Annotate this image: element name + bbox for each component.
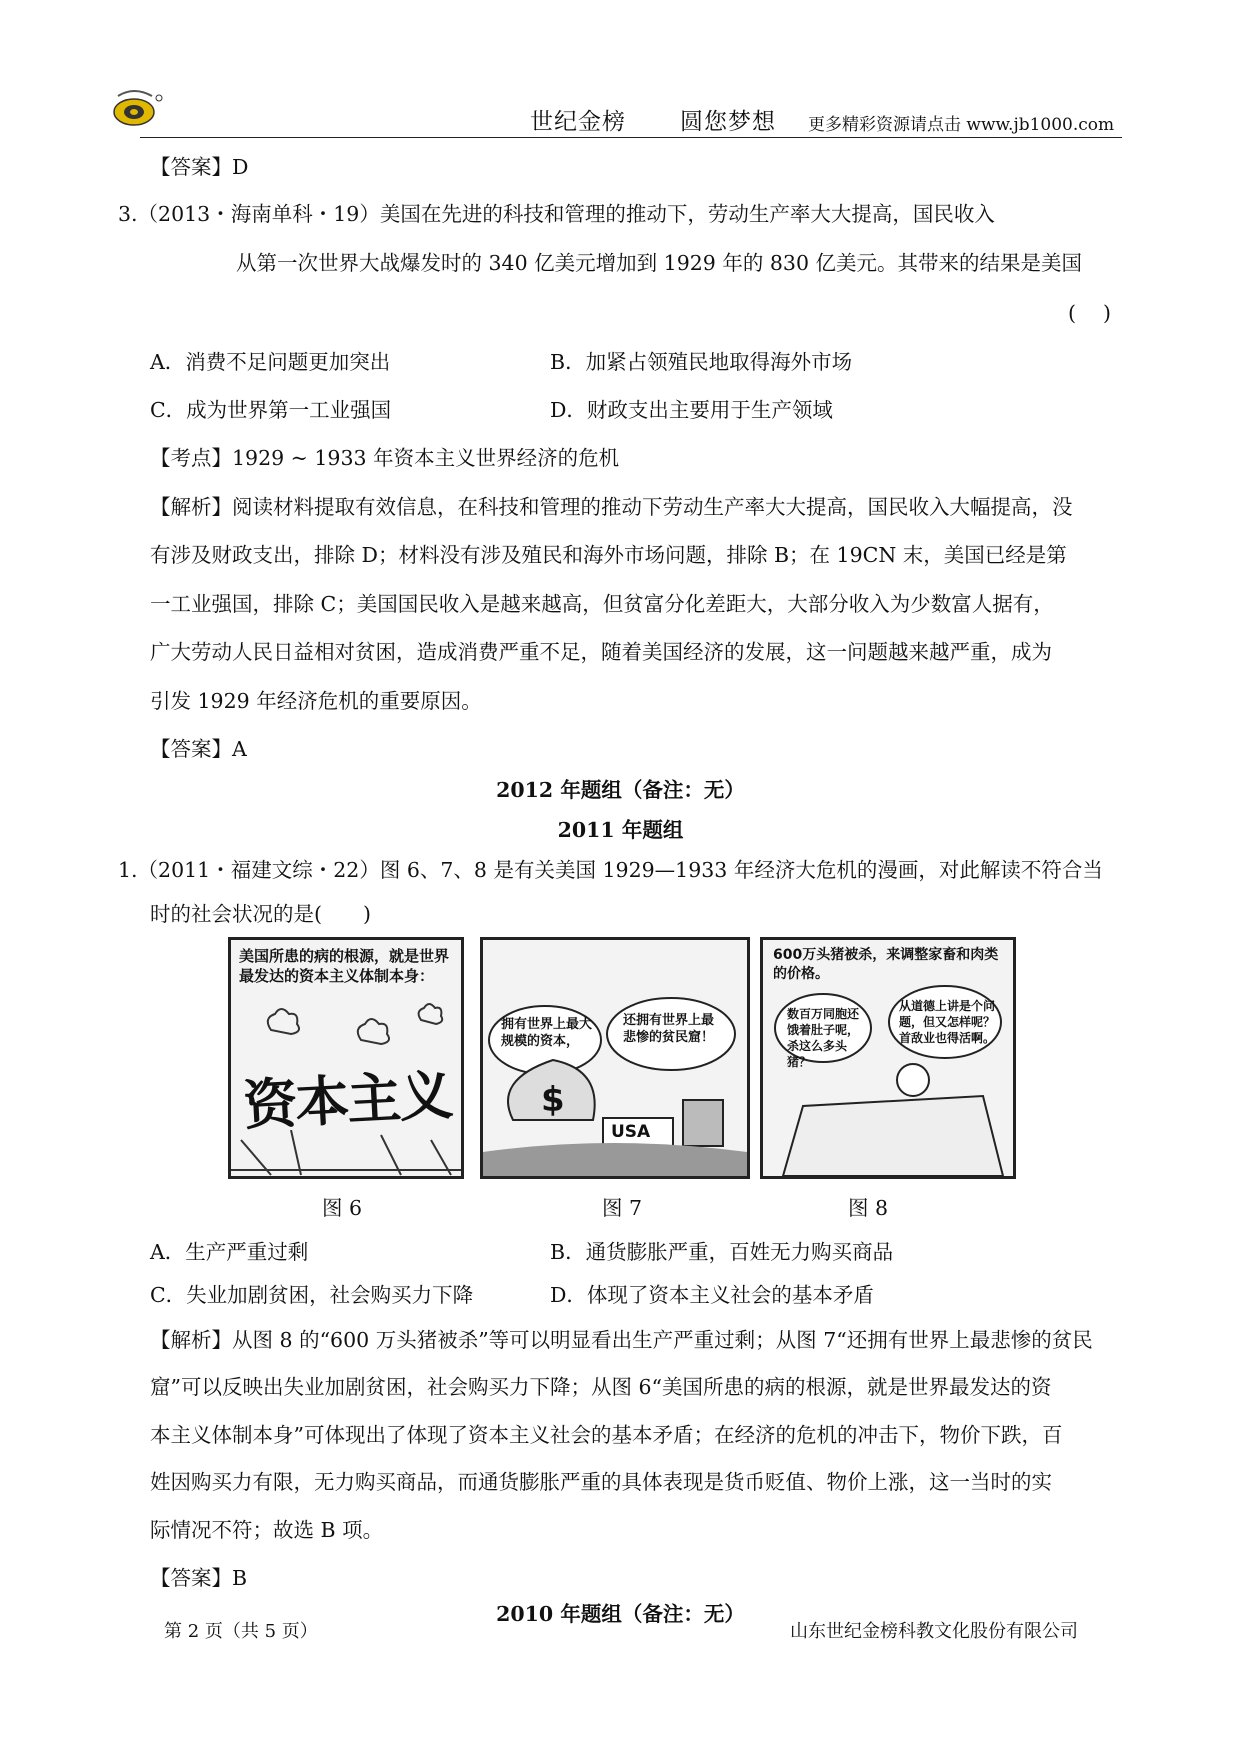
q3-analysis-line4: 广大劳动人民日益相对贫困，造成消费严重不足，随着美国经济的发展，这一问题越来越严重，成为 bbox=[150, 640, 1052, 664]
q3-analysis-line3: 一工业强国，排除 C；美国国民收入是越来越高，但贫富分化差距大，大部分收入为少数富人据有， bbox=[150, 592, 1054, 616]
header-slogan: 圆您梦想 bbox=[680, 109, 776, 135]
footer-page-number: 第 2 页（共 5 页） bbox=[164, 1621, 318, 1642]
q1-analysis-line5: 际情况不符；故选 B 项。 bbox=[150, 1518, 384, 1542]
fig7-usa-label: USA bbox=[611, 1122, 651, 1142]
q3-kaodian: 【考点】1929 ~ 1933 年资本主义世界经济的危机 bbox=[150, 446, 620, 470]
fig7-bubble-1: 拥有世界上最大规模的资本， bbox=[501, 1017, 593, 1049]
q3-analysis-line2: 有涉及财政支出，排除 D；材料没有涉及殖民和海外市场问题，排除 B；在 19CN 末，美国已经是第 bbox=[150, 543, 1067, 567]
dollar-icon: $ bbox=[541, 1080, 565, 1120]
q1-option-c: C．失业加剧贫困，社会购买力下降 bbox=[150, 1283, 474, 1307]
q3-option-d: D．财政支出主要用于生产领域 bbox=[550, 398, 833, 422]
q3-analysis-line1: 【解析】阅读材料提取有效信息，在科技和管理的推动下劳动生产率大大提高，国民收入大幅提高，没 bbox=[150, 495, 1073, 519]
caption-fig8: 图 8 bbox=[848, 1196, 889, 1220]
q1-analysis-line3: 本主义体制本身”可体现出了体现了资本主义社会的基本矛盾；在经济的危机的冲击下，物价下跌，百 bbox=[150, 1423, 1063, 1447]
heading-2012: 2012 年题组（备注：无） bbox=[496, 778, 745, 802]
header-link[interactable]: 更多精彩资源请点击 www.jb1000.com bbox=[808, 115, 1115, 135]
fig8-bubble-2: 从道德上讲是个问题，但又怎样呢？首敌业也得活啊。 bbox=[899, 999, 996, 1045]
heading-2010: 2010 年题组（备注：无） bbox=[496, 1602, 745, 1626]
q3-analysis-line5: 引发 1929 年经济危机的重要原因。 bbox=[150, 689, 482, 713]
cartoon-fig8 bbox=[760, 937, 1016, 1179]
web-icon bbox=[231, 1130, 461, 1176]
q3-answer: 【答案】A bbox=[150, 737, 247, 761]
q1-analysis-line2: 窟”可以反映出失业加剧贫困，社会购买力下降；从图 6“美国所患的病的根源，就是世界最发达的资 bbox=[150, 1375, 1052, 1399]
q3-option-b: B．加紧占领殖民地取得海外市场 bbox=[550, 350, 853, 374]
q1-answer: 【答案】B bbox=[150, 1566, 248, 1590]
fig6-caption: 美国所患的病的根源，就是世界最发达的资本主义体制本身： bbox=[239, 947, 450, 985]
answer-prev: 【答案】D bbox=[150, 155, 249, 179]
caption-fig6: 图 6 bbox=[322, 1196, 363, 1220]
q3-stem-line1: 3.（2013・海南单科・19）美国在先进的科技和管理的推动下，劳动生产率大大提高，国民收入 bbox=[118, 202, 995, 226]
heading-2011: 2011 年题组 bbox=[557, 818, 684, 842]
fig7-bubble-2: 还拥有世界上最悲惨的贫民窟！ bbox=[623, 1013, 715, 1045]
q1-analysis-line4: 姓因购买力有限，无力购买商品，而通货膨胀严重的具体表现是货币贬值、物价上涨，这一当时的实 bbox=[150, 1470, 1052, 1494]
header-title: 世纪金榜 bbox=[530, 109, 626, 135]
q1-stem-line2: 时的社会状况的是( ) bbox=[150, 902, 371, 926]
company-logo bbox=[112, 88, 168, 130]
cartoon-fig7 bbox=[480, 937, 750, 1179]
q3-stem-line2: 从第一次世界大战爆发时的 340 亿美元增加到 1929 年的 830 亿美元。其带来的结果是美国 bbox=[236, 251, 1083, 275]
header-rule bbox=[140, 137, 1122, 138]
fig8-bubble-1: 数百万同胞还饿着肚子呢，杀这么多头猪？ bbox=[787, 1007, 860, 1069]
q1-option-a: A．生产严重过剩 bbox=[150, 1240, 309, 1264]
q3-answer-paren: ( ) bbox=[1068, 301, 1112, 325]
q1-stem-line1: 1.（2011・福建文综・22）图 6、7、8 是有关美国 1929—1933 年经济大危机的漫画，对此解读不符合当 bbox=[118, 858, 1103, 882]
cartoon-fig6 bbox=[228, 937, 464, 1179]
q1-analysis-line1: 【解析】从图 8 的“600 万头猪被杀”等可以明显看出生产严重过剩；从图 7“还拥有世界上最悲惨的贫民 bbox=[150, 1328, 1093, 1352]
caption-fig7: 图 7 bbox=[602, 1196, 643, 1220]
q1-option-b: B．通货膨胀严重，百姓无力购买商品 bbox=[550, 1240, 894, 1264]
fig8-caption: 600万头猪被杀，来调整家畜和肉类的价格。 bbox=[773, 947, 999, 982]
footer-company: 山东世纪金榜科教文化股份有限公司 bbox=[790, 1621, 1078, 1642]
q3-option-a: A．消费不足问题更加突出 bbox=[150, 350, 391, 374]
fig6-big-text: 资本主义 bbox=[241, 1063, 453, 1138]
q1-option-d: D．体现了资本主义社会的基本矛盾 bbox=[550, 1283, 874, 1307]
cloud-icons bbox=[231, 1000, 461, 1060]
q3-option-c: C．成为世界第一工业强国 bbox=[150, 398, 392, 422]
